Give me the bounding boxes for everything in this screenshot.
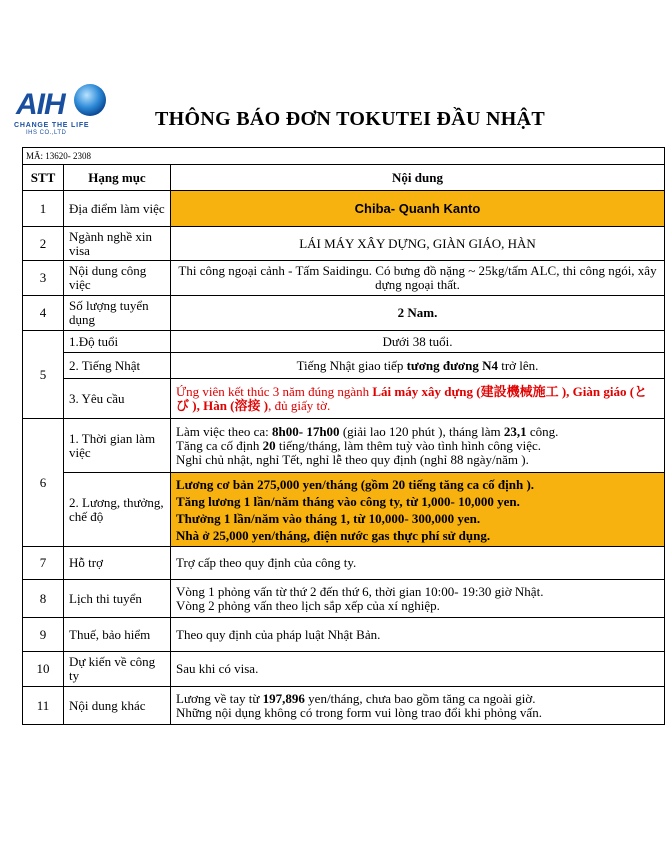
page-title: THÔNG BÁO ĐƠN TOKUTEI ĐẦU NHẬT (155, 108, 545, 130)
row-number: 1 (23, 191, 64, 227)
row-number: 5 (23, 331, 64, 419)
row-number: 7 (23, 547, 64, 580)
row-label: 2. Lương, thưởng, chế độ (64, 473, 171, 547)
row-label: Hỗ trợ (64, 547, 171, 580)
header-stt: STT (23, 165, 64, 191)
row-number: 9 (23, 618, 64, 652)
row-label: Dự kiến về công ty (64, 652, 171, 687)
job-description: Thi công ngoại cảnh - Tấm Saidingu. Có bưng đồ nặng ~ 25kg/tấm ALC, thi công ngói, xây dựng ngoại thất. (171, 261, 665, 296)
visa-field: LÁI MÁY XÂY DỰNG, GIÀN GIÁO, HÀN (171, 227, 665, 261)
headcount: 2 Nam. (171, 296, 665, 331)
row-label: 3. Yêu cầu (64, 379, 171, 419)
candidate-requirement: Ứng viên kết thúc 3 năm đúng ngành Lái máy xây dựng (建設機械施工 ), Giàn giáo (とび ), Hàn (溶接 ), đủ giấy tờ. (171, 379, 665, 419)
svg-text:AIH: AIH (16, 88, 65, 121)
row-number: 6 (23, 419, 64, 547)
other-content: Lương về tay từ 197,896 yen/tháng, chưa bao gồm tăng ca ngoài giờ. Những nội dụng không có trong form vui lòng trao đổi khi phỏng vấn. (171, 687, 665, 725)
row-label: Địa điểm làm việc (64, 191, 171, 227)
row-number: 10 (23, 652, 64, 687)
header-category: Hạng mục (64, 165, 171, 191)
logo-company: IHS CO.,LTD (26, 130, 67, 136)
row-label: Nội dung công việc (64, 261, 171, 296)
salary-benefits: Lương cơ bản 275,000 yen/tháng (gồm 20 tiếng tăng ca cố định ). Tăng lương 1 lần/năm tháng vào công ty, từ 1,000- 10,000 yen. Thưởng 1 lần/năm vào tháng 1, từ 10,000- 300,000 yen. Nhà ở 25,000 yen/tháng, điện nước gas thực phí sử dụng. (171, 473, 665, 547)
row-number: 11 (23, 687, 64, 725)
interview-schedule: Vòng 1 phỏng vấn từ thứ 2 đến thứ 6, thời gian 10:00- 19:30 giờ Nhật. Vòng 2 phỏng vấn theo lịch sắp xếp của xí nghiệp. (171, 580, 665, 618)
header-content: Nội dung (171, 165, 665, 191)
row-number: 8 (23, 580, 64, 618)
row-number: 3 (23, 261, 64, 296)
logo-tagline: CHANGE THE LIFE (14, 122, 90, 129)
row-label: 1.Độ tuổi (64, 331, 171, 353)
row-label: Nội dung khác (64, 687, 171, 725)
expected-entry: Sau khi có visa. (171, 652, 665, 687)
row-label: Lịch thi tuyển (64, 580, 171, 618)
row-label: 2. Tiếng Nhật (64, 353, 171, 379)
row-label: Số lượng tuyển dụng (64, 296, 171, 331)
row-label: Thuế, bảo hiểm (64, 618, 171, 652)
support: Trợ cấp theo quy định của công ty. (171, 547, 665, 580)
language-requirement: Tiếng Nhật giao tiếp tương đương N4 trở lên. (171, 353, 665, 379)
job-code: MÃ: 13620- 2308 (23, 148, 665, 165)
row-number: 2 (23, 227, 64, 261)
row-number: 4 (23, 296, 64, 331)
age-requirement: Dưới 38 tuổi. (171, 331, 665, 353)
row-label: Ngành nghề xin visa (64, 227, 171, 261)
job-info-table (22, 147, 665, 725)
working-hours: Làm việc theo ca: 8h00- 17h00 (giải lao 120 phút ), tháng làm 23,1 công. Tăng ca cố định 20 tiếng/tháng, làm thêm tuỳ vào tình hình công việc. Nghỉ chủ nhật, nghỉ Tết, nghỉ lễ theo quy định (nghỉ 88 ngày/năm ). (171, 419, 665, 473)
work-location: Chiba- Quanh Kanto (171, 191, 665, 227)
globe-icon (74, 84, 106, 116)
tax-insurance: Theo quy định của pháp luật Nhật Bản. (171, 618, 665, 652)
row-label: 1. Thời gian làm việc (64, 419, 171, 473)
